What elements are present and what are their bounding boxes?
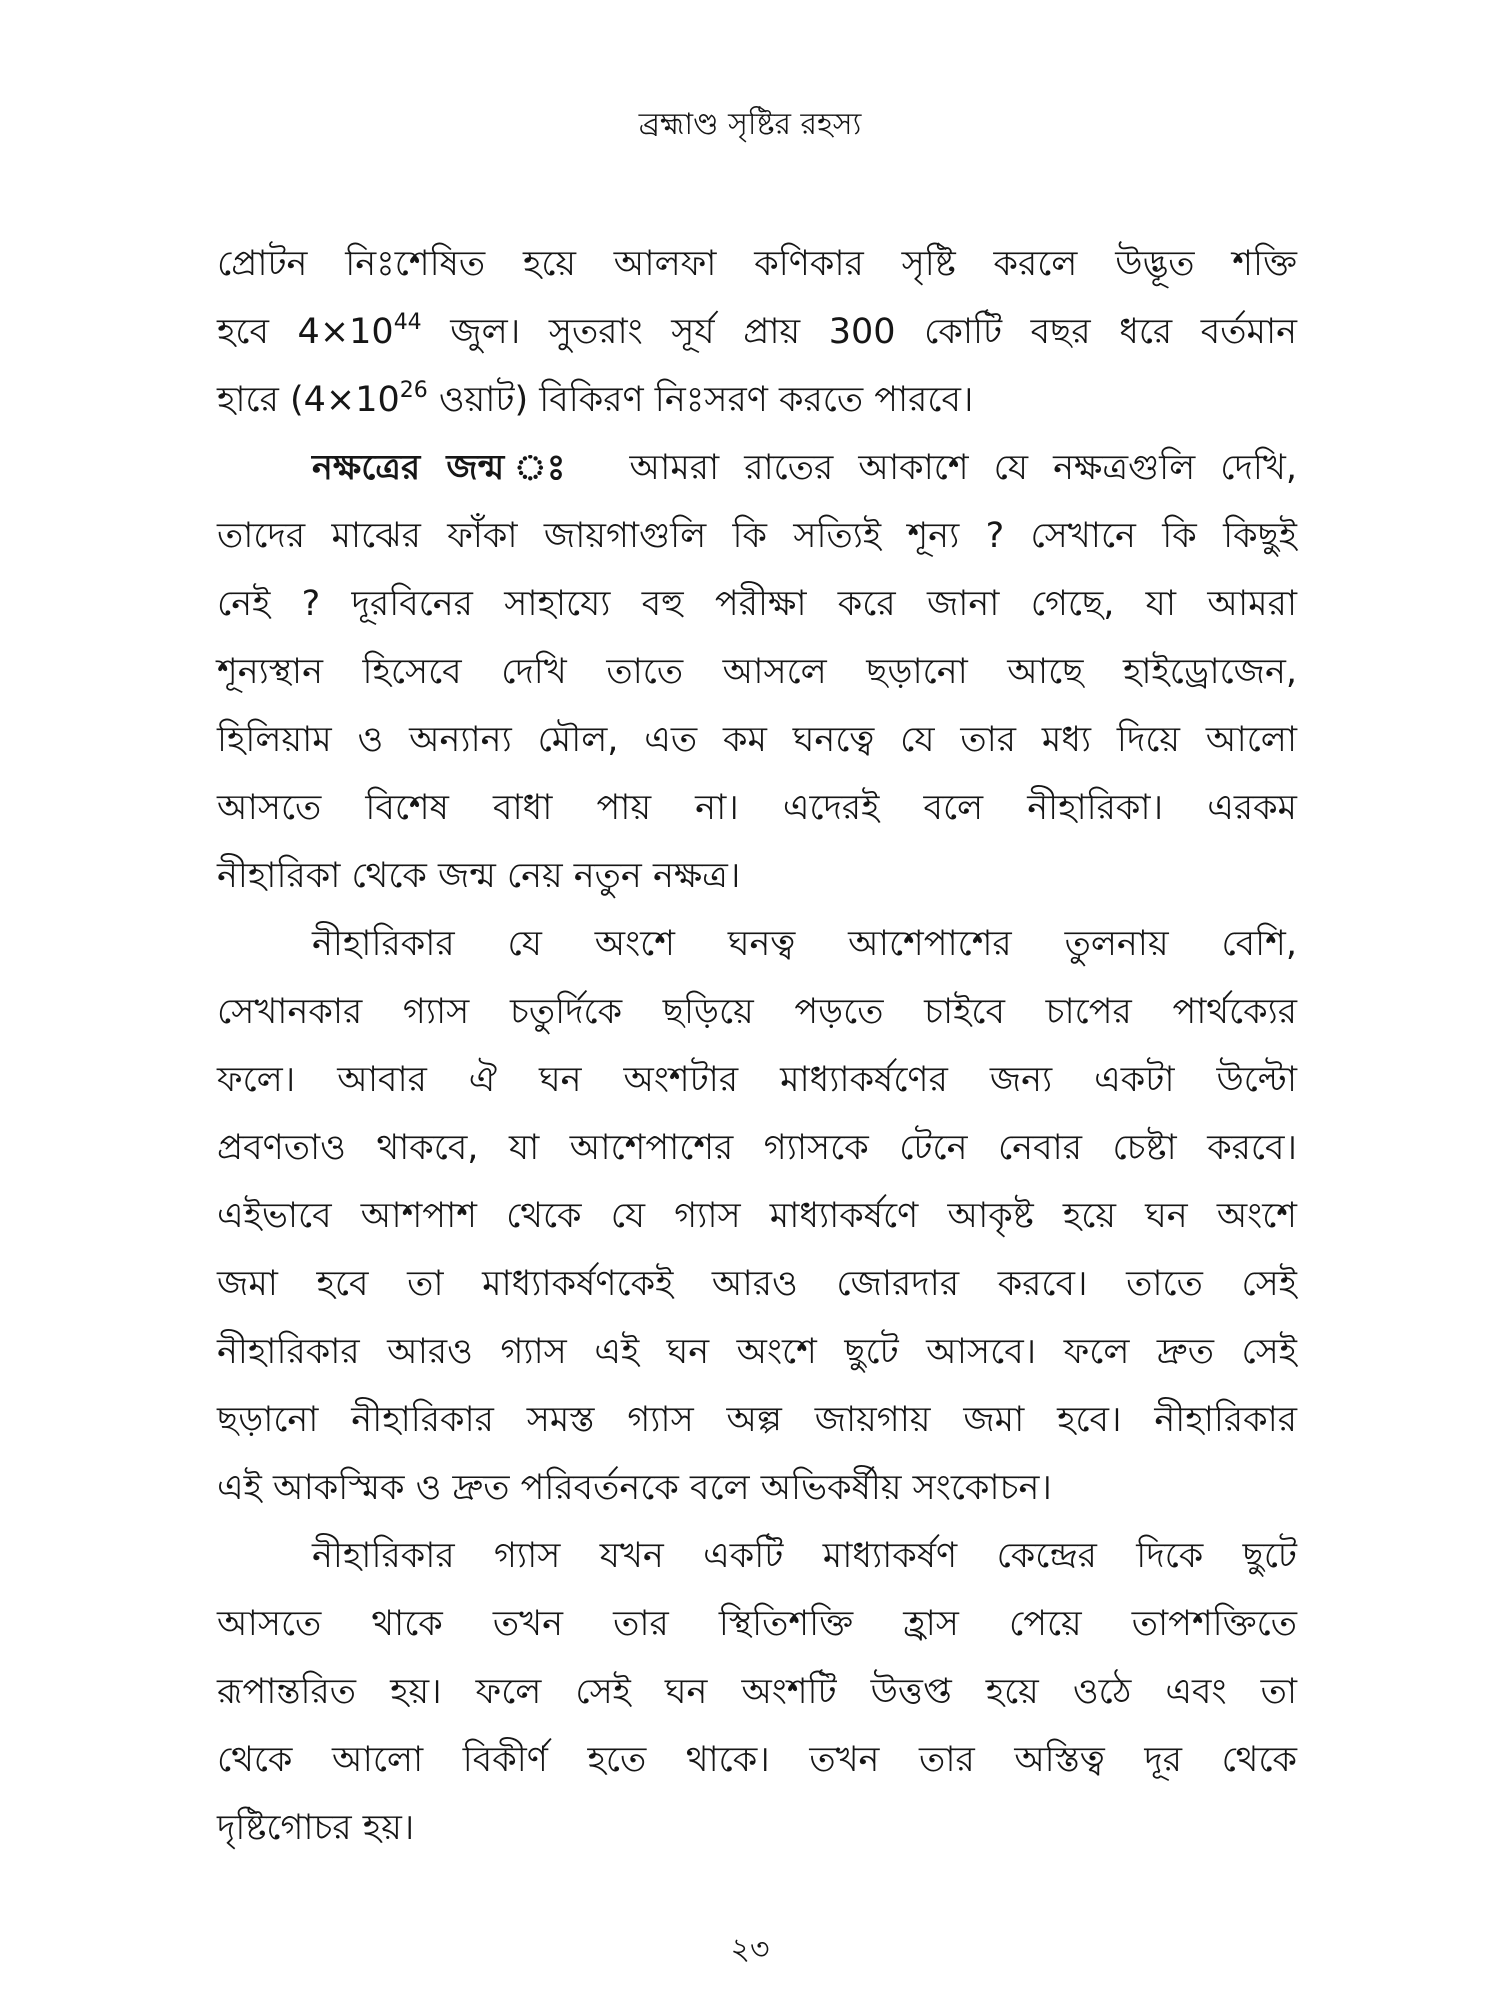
text-line [217,1658,1297,1726]
text-line [217,706,1297,774]
running-header: ব্রহ্মাণ্ড সৃষ্টির রহস্য [638,107,862,142]
page-number: ২৩ [730,1932,770,1967]
text-line [217,774,1297,842]
text-line [217,1182,1297,1250]
text-segment: নীহারিকার আরও গ্যাস এই ঘন অংশে ছুটে আসবে। ফলে দ্রুত সেই [217,1332,1297,1372]
text-line [217,910,1297,978]
text-line [217,638,1297,706]
text-segment: আমরা রাতের আকাশে যে নক্ষত্রগুলি দেখি, [579,448,1298,488]
text-segment: ওয়াট) বিকিরণ নিঃসরণ করতে পারবে। [427,380,974,420]
text-segment: শূন্যস্থান হিসেবে দেখি তাতে আসলে ছড়ানো আছে হাইড্রোজেন, [217,652,1297,692]
text-segment: প্রোটন নিঃশেষিত হয়ে আলফা কণিকার সৃষ্টি করলে উদ্ভূত শক্তি [217,244,1297,284]
text-line [217,434,1297,502]
text-line [217,1522,1297,1590]
text-segment: নেই ? দূরবিনের সাহায্যে বহু পরীক্ষা করে জানা গেছে, যা আমরা [217,584,1297,624]
text-line [217,570,1297,638]
text-line [217,1590,1297,1658]
text-segment: নীহারিকার গ্যাস যখন একটি মাধ্যাকর্ষণ কেন্দ্রের দিকে ছুটে [312,1536,1297,1576]
text-line [217,1794,1297,1862]
text-segment: এইভাবে আশপাশ থেকে যে গ্যাস মাধ্যাকর্ষণে আকৃষ্ট হয়ে ঘন অংশে [217,1196,1297,1236]
text-line [217,842,1297,910]
text-line [217,502,1297,570]
section-heading: নক্ষত্রের জন্ম ঃ [312,448,580,488]
text-line [217,366,1297,434]
text-segment: প্রবণতাও থাকবে, যা আশেপাশের গ্যাসকে টেনে নেবার চেষ্টা করবে। [217,1128,1297,1168]
text-segment: নীহারিকা থেকে জন্ম নেয় নতুন নক্ষত্র। [217,856,741,896]
text-segment: আসতে থাকে তখন তার স্থিতিশক্তি হ্রাস পেয়ে তাপশক্তিতে [217,1604,1297,1644]
text-segment: তাদের মাঝের ফাঁকা জায়গাগুলি কি সত্যিই শূন্য ? সেখানে কি কিছুই [217,516,1297,556]
text-segment: রূপান্তরিত হয়। ফলে সেই ঘন অংশটি উত্তপ্ত হয়ে ওঠে এবং তা [217,1672,1297,1712]
text-line [217,1250,1297,1318]
text-segment: ফলে। আবার ঐ ঘন অংশটার মাধ্যাকর্ষণের জন্য একটা উল্টো [217,1060,1297,1100]
text-segment: হিলিয়াম ও অন্যান্য মৌল, এত কম ঘনত্বে যে তার মধ্য দিয়ে আলো [217,720,1297,760]
text-line [217,1726,1297,1794]
text-segment: আসতে বিশেষ বাধা পায় না। এদেরই বলে নীহারিকা। এরকম [217,788,1297,828]
text-line [217,298,1297,366]
text-segment: নীহারিকার যে অংশে ঘনত্ব আশেপাশের তুলনায় বেশি, [312,924,1297,964]
text-line [217,1386,1297,1454]
text-line [217,1318,1297,1386]
text-segment: সেখানকার গ্যাস চতুর্দিকে ছড়িয়ে পড়তে চাইবে চাপের পার্থক্যের [217,992,1297,1032]
text-line [217,1114,1297,1182]
text-segment: হবে 4×10 [217,312,394,352]
superscript-exponent: 44 [393,310,422,335]
text-segment: হারে (4×10 [217,380,400,420]
text-segment: জুল। সুতরাং সূর্য প্রায় 300 কোটি বছর ধরে বর্তমান [421,312,1297,352]
text-segment: থেকে আলো বিকীর্ণ হতে থাকে। তখন তার অস্তিত্ব দূর থেকে [217,1740,1297,1780]
superscript-exponent: 26 [399,378,428,403]
text-line [217,978,1297,1046]
text-segment: জমা হবে তা মাধ্যাকর্ষণকেই আরও জোরদার করবে। তাতে সেই [217,1264,1297,1304]
text-segment: দৃষ্টিগোচর হয়। [217,1808,415,1848]
text-segment: ছড়ানো নীহারিকার সমস্ত গ্যাস অল্প জায়গায় জমা হবে। নীহারিকার [217,1400,1297,1440]
text-segment: এই আকস্মিক ও দ্রুত পরিবর্তনকে বলে অভিকর্ষীয় সংকোচন। [217,1468,1052,1508]
body-text [217,230,1297,1862]
text-line [217,1046,1297,1114]
text-line [217,230,1297,298]
text-line [217,1454,1297,1522]
